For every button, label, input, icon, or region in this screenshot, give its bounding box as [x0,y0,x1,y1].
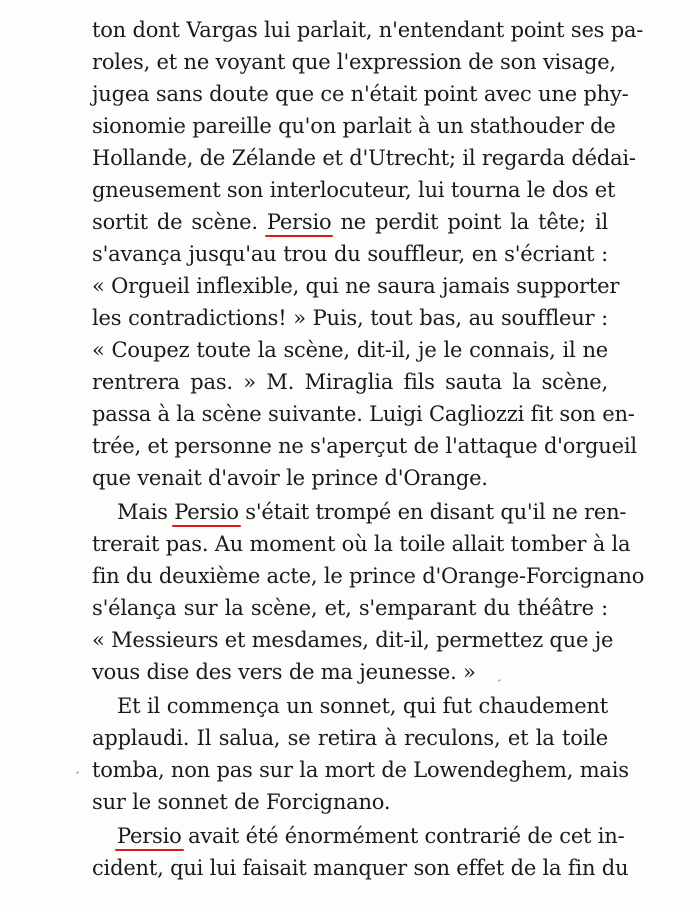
highlighted-name: Persio [266,210,332,234]
text-segment: sortit de scène. [92,210,267,234]
text-line: s'avança jusqu'au trou du souffleur, en s'écriant : [92,242,608,266]
text-line: ton dont Vargas lui parlait, n'entendant point ses pa- [92,18,644,42]
text-line: roles, et ne voyant que l'expression de son visage, [92,50,616,74]
text-line: jugea sans doute que ce n'était point avec une phy- [92,82,629,106]
text-line: les contradictions! » Puis, tout bas, au souffleur : [92,306,608,330]
text-line: rentrera pas. » M. Miraglia fils sauta la scène, [92,370,608,394]
text-line: cident, qui lui faisait manquer son effet de la fin du [92,856,629,880]
text-line: applaudi. Il salua, se retira à reculons, et la toile [92,726,608,750]
text-line [92,210,608,234]
text-line: que venait d'avoir le prince d'Orange. [92,466,488,490]
text-segment: avait été énormément contrarié de cet in- [181,824,625,848]
highlighted-name: Persio [117,824,182,848]
text-segment: s'était trompé en disant qu'il ne ren- [238,500,627,524]
text-line: gneusement son interlocuteur, lui tourna le dos et [92,178,616,202]
text-line: passa à la scène suivante. Luigi Cagliozzi fit son en- [92,402,635,426]
text-segment: Mais [117,500,175,524]
text-line: Hollande, de Zélande et d'Utrecht; il regarda dédai- [92,146,636,170]
text-line: trée, et personne ne s'aperçut de l'attaque d'orgueil [92,434,637,458]
text-line [117,500,627,524]
text-line: tomba, non pas sur la mort de Lowendeghem, mais [92,758,629,782]
highlighted-name: Persio [174,500,239,524]
text-line: sur le sonnet de Forcignano. [92,790,391,814]
text-line [117,824,625,848]
text-line: s'élança sur la scène, et, s'emparant du théâtre : [92,596,608,620]
scan-speck [76,771,79,774]
text-line: sionomie pareille qu'on parlait à un stathouder de [92,114,616,138]
text-line: vous dise des vers de ma jeunesse. » [92,660,476,684]
text-line: Et il commença un sonnet, qui fut chaudement [117,694,608,718]
text-line: trerait pas. Au moment où la toile allait tomber à la [92,532,631,556]
text-line: fin du deuxième acte, le prince d'Orange-Forcignano [92,564,645,588]
text-segment: ne perdit point la tête; il [331,210,608,234]
text-line: « Coupez toute la scène, dit-il, je le connais, il ne [92,338,608,362]
text-line: « Messieurs et mesdames, dit-il, permettez que je [92,628,614,652]
text-line: « Orgueil inflexible, qui ne saura jamais supporter [92,274,620,298]
